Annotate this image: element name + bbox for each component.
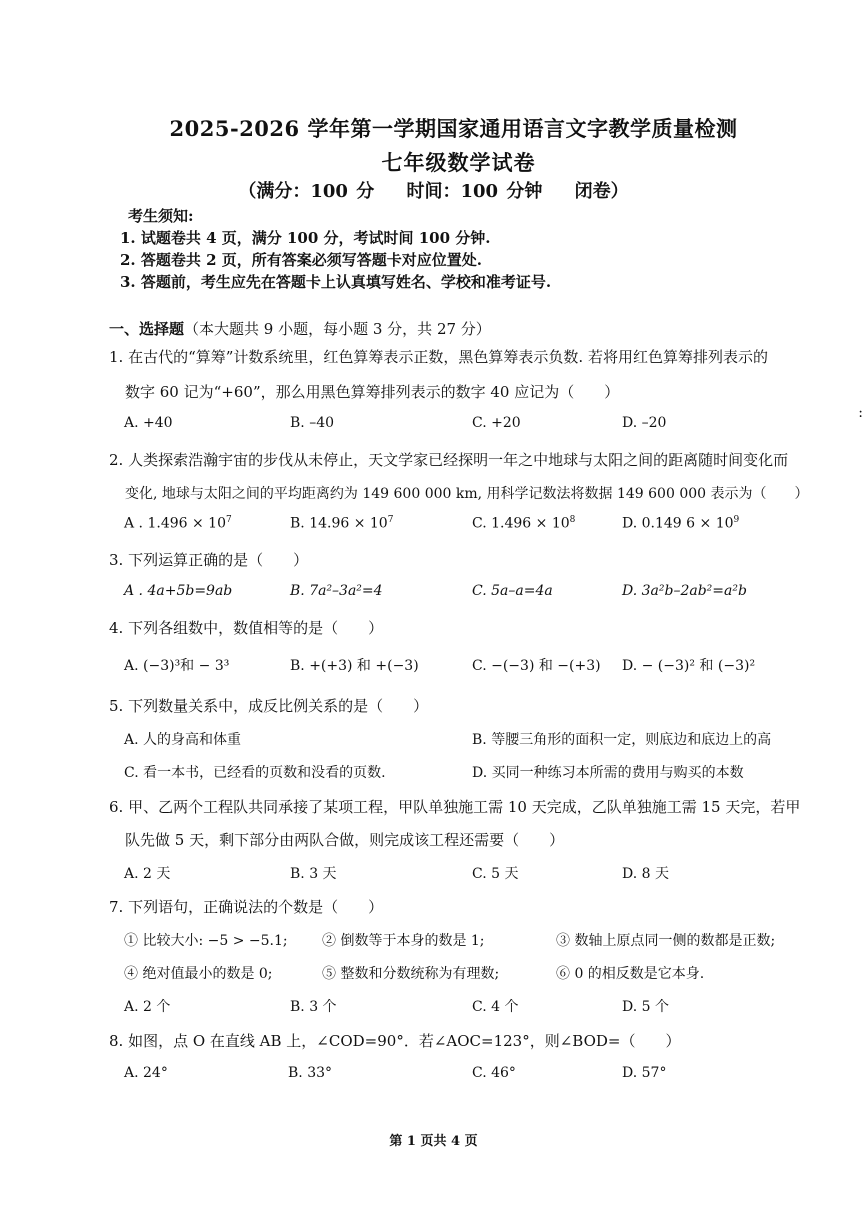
q2-option-d: D. 0.149 $6 \times 10^9$ [622,515,740,532]
q7-statement-2: ② 倒数等于本身的数是 1; [322,933,485,949]
q3-option-c: C. 5a–a=4a [472,583,553,599]
q1-line2: 数字 60 记为“+60”，那么用黑色算筹排列表示的数字 40 应记为（ ） [125,383,620,401]
q7-option-d: D. 5 个 [622,999,669,1015]
q6-line1: 6. 甲、乙两个工程队共同承接了某项工程，甲队单独施工需 10 天完成，乙队单独施工需 15 天完，若甲 [109,798,801,816]
q7-statement-4: ④ 绝对值最小的数是 0; [124,966,273,982]
q2-option-a: A . $1.496 \times 10^7$ [124,515,232,532]
section-heading [109,318,491,339]
q6-option-b: B. 3 天 [290,866,337,882]
q7-line1: 7. 下列语句，正确说法的个数是（ ） [109,898,384,916]
q7-statement-5: ⑤ 整数和分数统称为有理数; [322,966,500,982]
notice-item-3: 3. 答题前，考生应先在答题卡上认真填写姓名、学校和准考证号. [120,273,552,291]
q6-option-d: D. 8 天 [622,866,669,882]
q5-option-c: C. 看一本书，已经看的页数和没看的页数. [124,765,386,781]
q2-line2: 变化, 地球与太阳之间的平均距离约为 149 600 000 km, 用科学记数法将数据 149 600 000 表示为（ ） [125,486,809,502]
q1-option-d: D. –20 [622,415,667,431]
q7-option-b: B. 3 个 [290,999,337,1015]
q6-option-a: A. 2 天 [124,866,171,882]
q4-option-d: D. − (−3)² 和 (−3)² [622,658,756,674]
page-footer: 第 1 页共 4 页 [389,1134,478,1149]
q7-statement-3: ③ 数轴上原点同一侧的数都是正数; [556,933,776,949]
q8-option-c: C. 46° [472,1065,516,1081]
q5-option-d: D. 买同一种练习本所需的费用与购买的本数 [472,765,744,781]
q5-option-b: B. 等腰三角形的面积一定，则底边和底边上的高 [472,732,772,748]
q5-line1: 5. 下列数量关系中，成反比例关系的是（ ） [109,697,429,715]
q7-statement-1: ① 比较大小: −5 > −5.1; [124,933,288,949]
q8-option-a: A. 24° [124,1065,168,1081]
q2-line1: 2. 人类探索浩瀚宇宙的步伐从未停止，天文学家已经探明一年之中地球与太阳之间的距离随时间变化而 [109,451,789,469]
q3-option-b: B. 7a²–3a²=4 [290,583,383,599]
exam-title: 2025-2026 学年第一学期国家通用语言文字教学质量检测 [169,116,738,141]
q1-option-b: B. –40 [290,415,335,431]
notice-heading: 考生须知: [128,207,194,225]
notice-item-1: 1. 试题卷共 4 页，满分 100 分，考试时间 100 分钟. [120,229,491,247]
q3-option-a: A . 4a+5b=9ab [124,583,233,599]
q1-option-c: C. +20 [472,415,521,431]
score-info: （满分：100 分 [238,181,375,202]
q2-option-b: B. $14.96 \times 10^7$ [290,515,394,532]
q5-option-a: A. 人的身高和体重 [124,732,242,748]
exam-subtitle: 七年级数学试卷 [381,150,536,175]
q1-line1: 1. 在古代的“算筹”计数系统里，红色算筹表示正数，黑色算筹表示负数. 若将用红色算筹排列表示的 [109,348,768,366]
q4-option-a: A. (−3)³和 − 3³ [124,658,230,674]
q4-option-c: C. −(−3) 和 −(+3) [472,658,601,674]
q7-option-a: A. 2 个 [124,999,171,1015]
edge-mark: : [858,405,863,421]
q6-line2: 队先做 5 天，剩下部分由两队合做，则完成该工程还需要（ ） [125,831,565,849]
notice-item-2: 2. 答题卷共 2 页，所有答案必须写答题卡对应位置处. [120,251,482,269]
q6-option-c: C. 5 天 [472,866,519,882]
closed-info: 闭卷） [574,181,629,202]
q4-option-b: B. +(+3) 和 +(−3) [290,658,419,674]
q8-option-d: D. 57° [622,1065,667,1081]
q3-option-d: D. 3a²b–2ab²=a²b [622,583,747,599]
q8-line1: 8. 如图，点 O 在直线 AB 上，∠COD=90°．若∠AOC=123°，则∠BOD=（ ） [109,1032,681,1050]
exam-info [0,177,867,203]
q1-option-a: A. +40 [124,415,173,431]
section-label: 一、选择题 [109,320,185,338]
q7-option-c: C. 4 个 [472,999,519,1015]
q8-option-b: B. 33° [288,1065,333,1081]
q3-line1: 3. 下列运算正确的是（ ） [109,551,309,569]
q2-option-c: C. $1.496 \times 10^8$ [472,515,576,532]
q4-line1: 4. 下列各组数中，数值相等的是（ ） [109,619,384,637]
time-info: 时间：100 分钟 [406,181,543,202]
q7-statement-6: ⑥ 0 的相反数是它本身. [556,966,705,982]
section-desc: （本大题共 9 小题，每小题 3 分，共 27 分） [184,320,491,338]
